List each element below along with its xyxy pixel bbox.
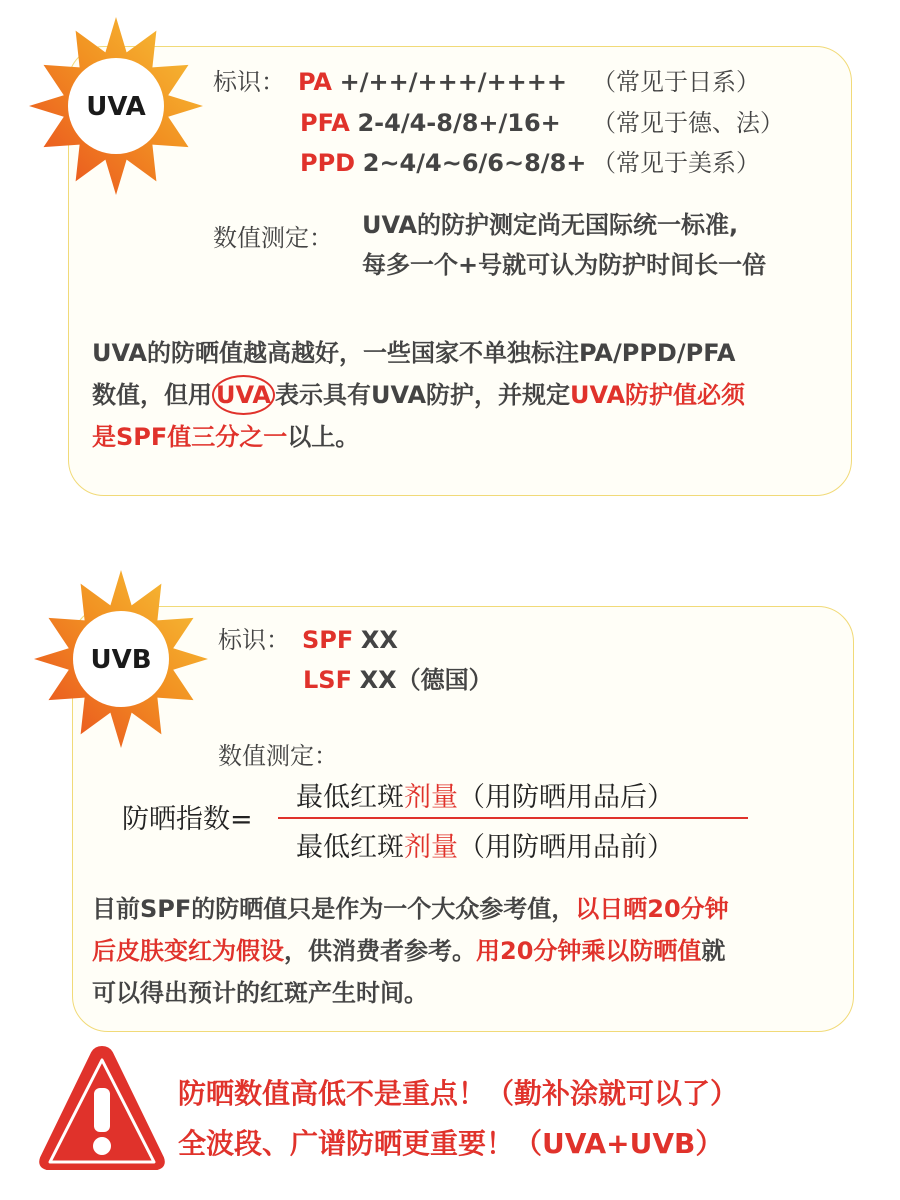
uvb-measure-label: 数值测定： [218,742,338,770]
uvb-badge-label: UVB [90,645,152,675]
uvb-mark-row-spf [302,620,398,660]
uvb-para-line-1: 目前SPF的防晒值只是作为一个大众参考值，以日晒20分钟 [92,895,729,923]
formula-numerator: 最低红斑剂量（用防晒用品后） [296,782,674,813]
mark-note: （常见于德、法） [592,109,784,137]
uvb-paragraph [92,888,842,1014]
uva-mark-row-pfa [300,103,561,143]
warning-line-1: 防晒数值高低不是重点！（勤补涂就可以了） [178,1077,739,1110]
uva-para-line-1: UVA的防晒值越高越好，一些国家不单独标注PA/PPD/PFA [92,339,736,367]
uva-measure-line-2: 每多一个+号就可认为防护时间长一倍 [362,251,767,279]
mark-note: （常见于美系） [592,149,760,177]
uva-paragraph [92,332,832,458]
sun-icon [30,568,212,750]
uvb-mark-row-lsf [303,660,493,700]
mark-grades: 2~4/4~6/6~8/8+ [362,149,587,177]
warning-line-2: 全波段、广谱防晒更重要！（UVA+UVB） [178,1127,724,1160]
mark-code: PFA [300,109,350,137]
uvb-para-line-2: 后皮肤变红为假设，供消费者参考。用20分钟乘以防晒值就 [92,937,726,965]
mark-code: LSF [303,666,352,694]
mark-code: PPD [300,149,356,177]
mark-code: SPF [302,626,354,654]
formula-lhs: 防晒指数= [122,804,253,835]
mark-grades: +/++/+++/++++ [339,68,567,96]
mark-grades: 2-4/4-8/8+/16+ [357,109,561,137]
mark-code: PA [298,68,332,96]
mark-note: （常见于日系） [592,68,760,96]
uva-mark-row-ppd [300,143,586,183]
uva-mark-label: 标识： [213,68,285,96]
uva-mark-row-pa [298,62,567,102]
uva-circled-mark: UVA [212,375,275,415]
uva-badge-label: UVA [86,92,146,122]
uva-measure-line-1: UVA的防护测定尚无国际统一标准, [362,211,739,239]
fraction-bar [278,817,748,819]
warning-icon [36,1042,168,1178]
mark-grades: XX [360,626,398,654]
uva-measure-label: 数值测定： [213,224,333,252]
formula-denominator: 最低红斑剂量（用防晒用品前） [296,832,674,863]
uva-para-line-2: 数值，但用 UVA 表示具有UVA防护，并规定UVA防护值必须 [92,374,832,416]
uvb-mark-label: 标识： [218,626,290,654]
mark-grades: XX（德国） [359,666,493,694]
sun-icon [25,15,207,197]
uvb-para-line-3: 可以得出预计的红斑产生时间。 [92,979,428,1007]
uva-para-line-3: 是SPF值三分之一以上。 [92,423,360,451]
